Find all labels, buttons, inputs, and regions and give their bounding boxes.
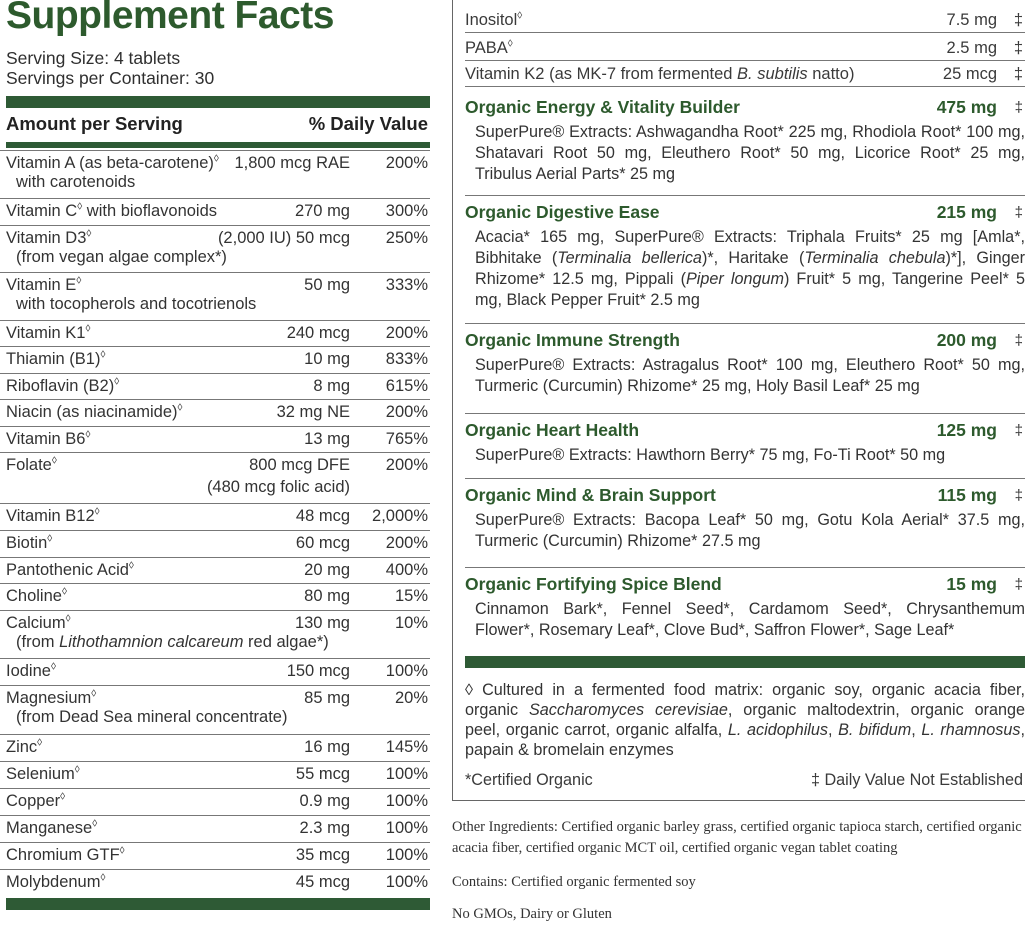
thick-divider-bottom	[6, 898, 430, 910]
amount-value: 25 mcg	[942, 65, 997, 83]
blend-title: Organic Energy & Vitality Builder	[465, 97, 740, 117]
serving-size: Serving Size: 4 tablets	[6, 48, 181, 68]
nutrient-name: Molybdenum◊	[6, 872, 106, 891]
cultured-symbol: ◊	[51, 455, 57, 467]
table-row	[0, 503, 430, 531]
amount-value: 2.3 mg	[299, 819, 350, 837]
dv-not-established-note: ‡ Daily Value Not Established	[810, 771, 1023, 789]
amount-value: 13 mg	[304, 430, 350, 448]
table-row	[0, 225, 430, 273]
daily-value: 200%	[385, 154, 428, 172]
nutrient-name: Vitamin A (as beta-carotene)◊	[6, 153, 219, 172]
amount-value: 1,800 mcg RAE	[234, 154, 350, 172]
latin-name: Piper longum	[685, 270, 784, 288]
table-row	[0, 346, 430, 374]
table-row	[0, 452, 430, 504]
nutrient-name: Choline◊	[6, 586, 67, 605]
table-row	[0, 399, 430, 427]
nutrient-subtext: (from Lithothamnion calcareum red algae*)	[16, 633, 329, 651]
table-row	[0, 685, 430, 735]
amount-value: 7.5 mg	[946, 11, 997, 29]
amount-value: 35 mcg	[295, 846, 350, 864]
daily-value: 615%	[385, 377, 428, 395]
table-row	[465, 6, 1025, 33]
table-row	[0, 761, 430, 789]
cultured-symbol: ◊	[74, 764, 80, 776]
cultured-symbol: ◊	[100, 349, 106, 361]
nutrient-subtext: (from Dead Sea mineral concentrate)	[16, 708, 288, 726]
nutrient-name: Inositol◊	[465, 10, 523, 29]
daily-value: 20%	[394, 689, 428, 707]
nutrient-name: Thiamin (B1)◊	[6, 349, 106, 368]
nutrient-name: Biotin◊	[6, 533, 53, 552]
daily-value: 10%	[394, 614, 428, 632]
amount-value: 55 mcg	[295, 765, 350, 783]
table-row	[0, 198, 430, 226]
blend-ingredients: SuperPure® Extracts: Astragalus Root* 100 mg, Eleuthero Root* 50 mg, Turmeric (Curcumin) Rhizome* 25 mg, Holy Basil Leaf* 25 mg	[475, 356, 1025, 395]
amount-subvalue: (480 mcg folic acid)	[206, 478, 350, 496]
cultured-symbol: ◊	[61, 586, 67, 598]
cultured-symbol: ◊	[85, 323, 91, 335]
dagger-symbol: ‡	[1013, 65, 1023, 83]
cultured-footnote: ◊ Cultured in a fermented food matrix: organic soy, organic acacia fiber, organic Saccharomyces cerevisiae, organic maltodextrin, organic orange peel, organic carrot, organic alfalfa, L. acidophilus, B. bifidum, L. rhamnosus, papain & bromelain enzymes	[465, 681, 1025, 759]
nutrient-name: Zinc◊	[6, 737, 43, 756]
amount-value: 48 mcg	[295, 507, 350, 525]
dagger-symbol: ‡	[1013, 39, 1023, 57]
amount-value: 50 mg	[304, 276, 350, 294]
table-row	[0, 150, 430, 199]
nutrient-name: Niacin (as niacinamide)◊	[6, 402, 183, 421]
daily-value: 100%	[385, 662, 428, 680]
daily-value: 2,000%	[372, 507, 428, 525]
amount-value: 20 mg	[304, 561, 350, 579]
blend-title: Organic Mind & Brain Support	[465, 485, 716, 505]
blend-ingredients: SuperPure® Extracts: Bacopa Leaf* 50 mg, Gotu Kola Aerial* 37.5 mg, Turmeric (Curcumin) Rhizome* 27.5 mg	[475, 511, 1025, 550]
cultured-symbol: ◊	[114, 376, 120, 388]
cultured-symbol: ◊	[76, 275, 82, 287]
table-row	[0, 426, 430, 453]
daily-value: 15%	[394, 587, 428, 605]
nutrient-name: Magnesium◊	[6, 688, 97, 707]
amount-value: 45 mcg	[295, 873, 350, 891]
table-row	[0, 373, 430, 400]
latin-name: Terminalia bellerica	[557, 249, 702, 267]
cultured-symbol: ◊	[77, 201, 83, 213]
cultured-symbol: ◊	[91, 688, 97, 700]
daily-value: 100%	[385, 846, 428, 864]
nutrient-name: Vitamin D3◊	[6, 228, 92, 247]
nutrient-name: Vitamin B6◊	[6, 429, 91, 448]
cultured-symbol: ◊	[213, 153, 219, 165]
nutrient-subtext: (from vegan algae complex*)	[16, 248, 227, 266]
table-row	[0, 788, 430, 816]
cultured-symbol: ◊	[507, 38, 513, 50]
table-row	[0, 320, 430, 347]
blend-title: Organic Heart Health	[465, 420, 640, 440]
dagger-symbol: ‡	[1014, 576, 1023, 593]
table-row	[0, 583, 430, 611]
table-row	[465, 60, 1025, 87]
nutrient-name: Manganese◊	[6, 818, 98, 837]
cultured-symbol: ◊	[50, 661, 56, 673]
amount-value: 130 mg	[294, 614, 350, 632]
page-title: Supplement Facts	[6, 0, 334, 37]
amount-value: 8 mg	[313, 377, 350, 395]
cultured-symbol: ◊	[65, 613, 71, 625]
table-row	[0, 734, 430, 762]
nutrient-name: Chromium GTF◊	[6, 845, 125, 864]
nutrient-name: Vitamin K2 (as MK-7 from fermented B. subtilis natto)	[465, 65, 855, 83]
nutrient-name: Iodine◊	[6, 661, 56, 680]
daily-value: 100%	[385, 873, 428, 891]
amount-value: 240 mcg	[286, 324, 350, 342]
blend-amount: 125 mg	[936, 420, 997, 440]
latin-name: L. rhamnosus	[921, 721, 1021, 739]
amount-value: 800 mcg DFE	[249, 456, 350, 474]
dagger-symbol: ‡	[1014, 422, 1023, 439]
daily-value: 833%	[385, 350, 428, 368]
dagger-symbol: ‡	[1014, 204, 1023, 221]
daily-value: 100%	[385, 792, 428, 810]
cultured-symbol: ◊	[128, 560, 134, 572]
nutrient-name: Calcium◊	[6, 613, 71, 632]
blend-amount: 215 mg	[936, 202, 997, 222]
daily-value: 333%	[385, 276, 428, 294]
blend-section	[465, 95, 1025, 196]
latin-name: Lithothamnion calcareum	[59, 633, 244, 651]
table-row	[0, 272, 430, 321]
daily-value: 100%	[385, 765, 428, 783]
blend-title: Organic Digestive Ease	[465, 202, 660, 222]
blend-section	[465, 200, 1025, 324]
cultured-symbol: ◊	[94, 506, 100, 518]
nutrient-name: PABA◊	[465, 38, 513, 57]
table-row	[0, 658, 430, 686]
nutrient-name: Folate◊	[6, 455, 57, 474]
nutrient-name: Copper◊	[6, 791, 66, 810]
blend-title: Organic Fortifying Spice Blend	[465, 574, 722, 594]
blend-ingredients: Cinnamon Bark*, Fennel Seed*, Cardamom Seed*, Chrysanthemum Flower*, Rosemary Leaf*, Clove Bud*, Saffron Flower*, Sage Leaf*	[475, 600, 1025, 639]
nutrient-name: Riboflavin (B2)◊	[6, 376, 120, 395]
cultured-symbol: ◊	[85, 429, 91, 441]
cultured-symbol: ◊	[92, 818, 98, 830]
blend-title: Organic Immune Strength	[465, 330, 680, 350]
amount-value: (2,000 IU) 50 mcg	[217, 229, 350, 247]
daily-value: 300%	[385, 202, 428, 220]
blend-amount: 115 mg	[937, 485, 997, 505]
cultured-symbol: ◊	[100, 872, 106, 884]
amount-per-serving-header: Amount per Serving	[6, 113, 183, 134]
column-header	[6, 110, 430, 138]
other-ingredients: Other Ingredients: Certified organic barley grass, certified organic tapioca starch, certified organic acacia fiber, certified organic MCT oil, certified organic vegan tablet coating	[452, 819, 1022, 856]
dagger-symbol: ‡	[1013, 11, 1023, 29]
blend-amount: 15 mg	[946, 574, 997, 594]
supplement-facts-right-panel	[452, 0, 1025, 801]
amount-value: 0.9 mg	[299, 792, 350, 810]
nutrient-name: Vitamin K1◊	[6, 323, 91, 342]
table-row	[0, 530, 430, 558]
amount-value: 80 mg	[304, 587, 350, 605]
amount-value: 270 mg	[294, 202, 350, 220]
cultured-symbol: ◊	[86, 228, 92, 240]
nutrient-name: Vitamin C◊ with bioflavonoids	[6, 201, 218, 220]
dagger-symbol: ‡	[1014, 332, 1023, 349]
latin-name: L. acidophilus	[727, 721, 828, 739]
thick-divider-right	[465, 656, 1025, 668]
blend-ingredients: SuperPure® Extracts: Ashwagandha Root* 225 mg, Rhodiola Root* 100 mg, Shatavari Root 50 mg, Eleuthero Root* 50 mg, Licorice Root* 25 mg, Tribulus Aerial Parts* 25 mg	[475, 123, 1025, 183]
no-gmos-statement: No GMOs, Dairy or Gluten	[452, 906, 612, 922]
blend-section	[465, 572, 1025, 652]
blend-amount: 200 mg	[936, 330, 997, 350]
thick-divider-header	[6, 142, 430, 148]
cultured-symbol: ◊	[517, 10, 523, 22]
daily-value: 100%	[385, 819, 428, 837]
blend-ingredients: SuperPure® Extracts: Hawthorn Berry* 75 mg, Fo-Ti Root* 50 mg	[475, 446, 946, 464]
latin-name: Saccharomyces cerevisiae	[528, 701, 728, 719]
amount-value: 85 mg	[304, 689, 350, 707]
amount-value: 150 mcg	[286, 662, 350, 680]
amount-value: 16 mg	[304, 738, 350, 756]
thick-divider-top	[6, 96, 430, 108]
table-row	[0, 842, 430, 870]
nutrient-subtext: with tocopherols and tocotrienols	[16, 295, 257, 313]
daily-value-header: % Daily Value	[308, 113, 428, 134]
amount-value: 32 mg NE	[276, 403, 350, 421]
daily-value: 765%	[385, 430, 428, 448]
nutrient-name: Vitamin E◊	[6, 275, 82, 294]
daily-value: 200%	[385, 324, 428, 342]
cultured-symbol: ◊	[37, 737, 43, 749]
daily-value: 250%	[385, 229, 428, 247]
blend-ingredients: Acacia* 165 mg, SuperPure® Extracts: Triphala Fruits* 25 mg [Amla*, Bibhitake (Terminalia bellerica)*, Haritake (Terminalia chebula)*], Ginger Rhizome* 12.5 mg, Pippali (Piper longum) Fruit* 5 mg, Tangerine Peel* 5 mg, Black Pepper Fruit* 2.5 mg	[475, 228, 1025, 309]
amount-value: 10 mg	[304, 350, 350, 368]
amount-value: 2.5 mg	[946, 39, 997, 57]
blend-section	[465, 483, 1025, 568]
daily-value: 400%	[385, 561, 428, 579]
latin-name: B. subtilis	[737, 65, 808, 83]
servings-per-container: Servings per Container: 30	[6, 68, 215, 88]
table-row	[0, 610, 430, 659]
daily-value: 200%	[385, 403, 428, 421]
cultured-symbol: ◊	[177, 402, 183, 414]
nutrient-name: Vitamin B12◊	[6, 506, 100, 525]
certified-organic-note: *Certified Organic	[465, 771, 593, 789]
blend-section	[465, 328, 1025, 414]
daily-value: 145%	[385, 738, 428, 756]
dagger-symbol: ‡	[1014, 487, 1023, 504]
table-row	[0, 815, 430, 843]
cultured-symbol: ◊	[60, 791, 66, 803]
nutrient-name: Pantothenic Acid◊	[6, 560, 134, 579]
table-row	[0, 869, 430, 899]
table-row	[465, 34, 1025, 61]
contains-statement: Contains: Certified organic fermented soy	[452, 874, 696, 890]
blend-amount: 475 mg	[936, 97, 997, 117]
latin-name: Terminalia chebula	[804, 249, 946, 267]
cultured-symbol: ◊	[119, 845, 125, 857]
nutrient-subtext: with carotenoids	[16, 173, 136, 191]
daily-value: 200%	[385, 456, 428, 474]
latin-name: B. bifidum	[838, 721, 912, 739]
table-row	[0, 557, 430, 584]
nutrient-name: Selenium◊	[6, 764, 80, 783]
amount-value: 60 mcg	[295, 534, 350, 552]
daily-value: 200%	[385, 534, 428, 552]
blend-section	[465, 418, 1025, 479]
dagger-symbol: ‡	[1014, 99, 1023, 116]
cultured-symbol: ◊	[47, 533, 53, 545]
